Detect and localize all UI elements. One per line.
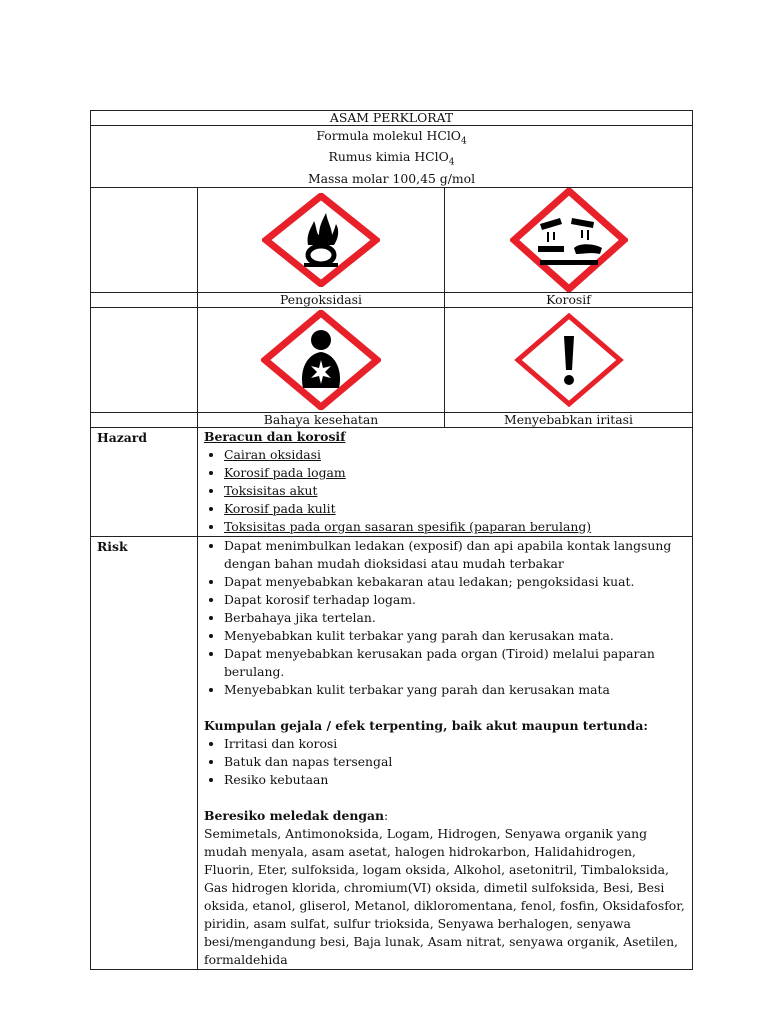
pictogram-cell-irritant	[445, 307, 693, 412]
risk-list	[204, 537, 686, 699]
pictogram-label-irritant: Menyebabkan iritasi	[445, 412, 693, 427]
chemical-formula	[91, 149, 692, 170]
hazard-heading: Beracun dan korosif	[204, 428, 346, 444]
molecular-formula	[91, 128, 692, 149]
list-item: • Dapat menyebabkan kerusakan pada organ (Tiroid) melalui paparan berulang.	[224, 645, 686, 681]
molar-mass: Massa molar 100,45 g/mol	[307, 170, 476, 186]
symptoms-heading: Kumpulan gejala / efek terpenting, baik akut maupun tertunda:	[204, 717, 648, 733]
explosion-text: Semimetals, Antimonoksida, Logam, Hidrogen, Senyawa organik yang mudah menyala, asam asetat, halogen hidrokarbon, Halidahidrogen, Fluorin, Eter, sulfoksida, logam oksida, Alkohol, asetonitril, Timbaloksida, Gas hidrogen klorida, chromium(VI) oksida, dimetil sulfoksida, Besi, Besi oksida, etanol, gliserol, Metanol, dikloromentana, fenol, fosfin, Oksidafosfor, piridin, asam sulfat, sulfur trioksida, Senyawa berhalogen, senyawa besi/mengandung besi, Baja lunak, Asam nitrat, senyawa organik, Asetilen, formaldehida	[204, 825, 685, 967]
pictogram-row-1	[91, 187, 693, 292]
empty-cell	[91, 307, 198, 412]
exclamation-mark-icon	[514, 312, 624, 408]
chemical-formula-subscript: 4	[448, 157, 455, 168]
msds-document	[90, 110, 692, 970]
health-hazard-icon	[261, 310, 381, 410]
symptoms-list	[204, 735, 686, 789]
list-item: • Irritasi dan korosi	[224, 735, 686, 753]
msds-table	[90, 110, 693, 970]
risk-content	[198, 536, 693, 969]
title-row	[91, 111, 693, 126]
hazard-label: Hazard	[91, 427, 198, 536]
empty-cell	[91, 292, 198, 307]
pictogram-label-health: Bahaya kesehatan	[198, 412, 445, 427]
pictogram-cell-health	[198, 307, 445, 412]
explosion-colon: :	[384, 807, 389, 823]
list-item: • Dapat menimbulkan ledakan (exposif) dan api apabila kontak langsung dengan bahan mudah dioksidasi atau mudah terbakar	[224, 537, 686, 573]
molecular-formula-text: Formula molekul HClO	[316, 128, 461, 143]
empty-cell	[91, 412, 198, 427]
list-item: • Korosif pada logam	[224, 464, 686, 482]
risk-row	[91, 536, 693, 969]
list-item: • Resiko kebutaan	[224, 771, 686, 789]
corrosion-icon	[510, 188, 628, 292]
document-title: ASAM PERKLORAT	[91, 111, 693, 126]
molecular-formula-subscript: 4	[460, 136, 467, 147]
list-item: • Berbahaya jika tertelan.	[224, 609, 686, 627]
list-item: • Toksisitas akut	[224, 482, 686, 500]
flame-over-circle-icon	[262, 193, 380, 287]
hazard-list	[204, 446, 686, 536]
list-item: • Dapat menyebabkan kebakaran atau ledakan; pengoksidasi kuat.	[224, 573, 686, 591]
pictogram-cell-oxidizer	[198, 187, 445, 292]
pictogram-label-oxidizer: Pengoksidasi	[198, 292, 445, 307]
list-item: • Batuk dan napas tersengal	[224, 753, 686, 771]
risk-label: Risk	[91, 536, 198, 969]
list-item: • Korosif pada kulit	[224, 500, 686, 518]
list-item: • Dapat korosif terhadap logam.	[224, 591, 686, 609]
pictogram-label-row-2	[91, 412, 693, 427]
list-item: • Toksisitas pada organ sasaran spesifik (paparan berulang)	[224, 518, 686, 536]
chemical-formula-text: Rumus kimia HClO	[328, 149, 449, 165]
list-item: • Cairan oksidasi	[224, 446, 686, 464]
pictogram-label-corrosive: Korosif	[445, 292, 693, 307]
pictogram-cell-corrosive	[445, 187, 693, 292]
explosion-heading: Beresiko meledak dengan	[204, 807, 385, 823]
hazard-row	[91, 427, 693, 536]
formula-cell	[91, 126, 693, 188]
hazard-content	[198, 427, 693, 536]
formula-row	[91, 126, 693, 188]
list-item: • Menyebabkan kulit terbakar yang parah dan kerusakan mata	[224, 681, 686, 699]
list-item: • Menyebabkan kulit terbakar yang parah dan kerusakan mata.	[224, 627, 686, 645]
pictogram-row-2	[91, 307, 693, 412]
empty-cell	[91, 187, 198, 292]
pictogram-label-row-1	[91, 292, 693, 307]
explosion-heading-line	[204, 807, 686, 825]
